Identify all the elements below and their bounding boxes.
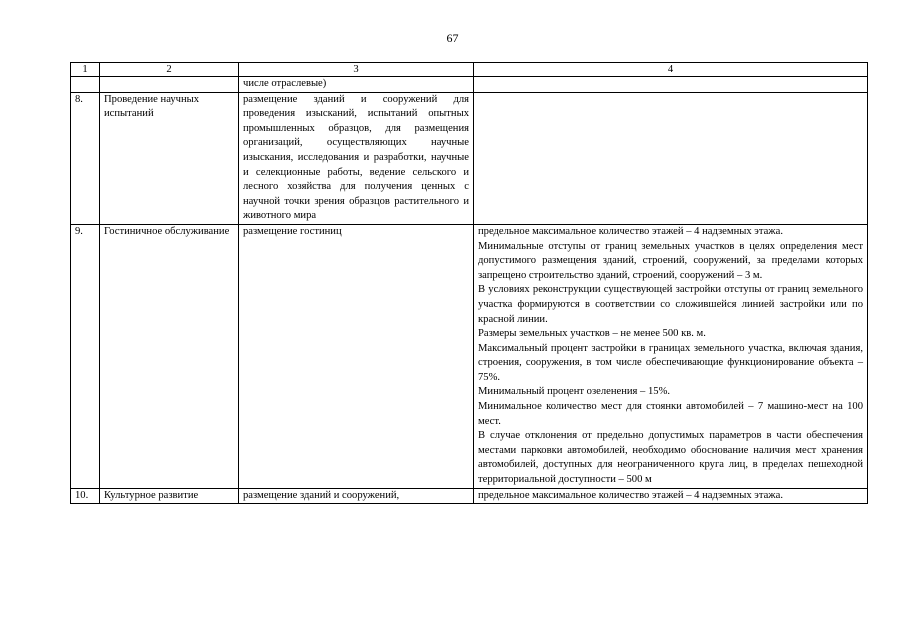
header-cell-3: 3 — [239, 63, 474, 77]
parameters-cell — [474, 77, 868, 93]
row-number — [71, 77, 100, 93]
parameter-paragraph: предельное максимальное количество этажей – 4 надземных этажа. — [478, 225, 783, 237]
parameter-paragraph: Размеры земельных участков – не менее 500 кв. м. — [478, 328, 706, 340]
header-cell-1: 1 — [71, 63, 100, 77]
use-name: Гостиничное обслуживание — [100, 224, 239, 488]
header-cell-2: 2 — [100, 63, 239, 77]
zoning-table — [70, 62, 868, 504]
parameter-paragraph: Максимальный процент застройки в границах земельного участка, включая здания, строения, сооружения, в том числе обеспечивающие функционирование объекта – 75%. — [478, 342, 863, 383]
parameter-paragraph: Минимальный процент озеленения – 15%. — [478, 386, 671, 398]
table-row — [71, 92, 868, 224]
table-row — [71, 77, 868, 93]
parameters-cell — [474, 488, 868, 504]
header-cell-4: 4 — [474, 63, 868, 77]
use-description: числе отраслевые) — [239, 77, 474, 93]
parameters-cell — [474, 224, 868, 488]
parameter-paragraph: предельное максимальное количество этажей – 4 надземных этажа. — [478, 489, 783, 501]
row-number: 10. — [71, 488, 100, 504]
parameter-paragraph: Минимальное количество мест для стоянки автомобилей – 7 машино-мест на 100 мест. — [478, 401, 863, 427]
use-description: размещение зданий и сооружений, — [239, 488, 474, 504]
header-row — [71, 63, 868, 77]
parameter-paragraph: В случае отклонения от предельно допустимых параметров в части обеспечения местами парковки автомобилей, необходимо обоснование наличия мест хранения автомобилей, доступных для неограниченного круга лиц, в пределах пешеходной территориальной доступности – 500 м — [478, 430, 863, 486]
page-number: 67 — [446, 31, 459, 45]
use-name: Культурное развитие — [100, 488, 239, 504]
use-name — [100, 77, 239, 93]
table-row — [71, 224, 868, 488]
use-name: Проведение научных испытаний — [100, 92, 239, 224]
parameter-paragraph: В условиях реконструкции существующей застройки отступы от границ земельного участка формируются в соответствии со сложившейся линией застройки или по красной линии. — [478, 284, 863, 325]
parameters-cell — [474, 92, 868, 224]
use-description: размещение гостиниц — [239, 224, 474, 488]
parameter-paragraph: Минимальные отступы от границ земельных участков в целях определения мест допустимого размещения зданий, строений, сооружений, за пределами которых запрещено строительство зданий, строений, сооружений – 3 м. — [478, 240, 863, 281]
row-number: 9. — [71, 224, 100, 488]
use-description: размещение зданий и сооружений для проведения изысканий, испытаний опытных промышленных образцов, для размещения организаций, осуществляющих научные изыскания, исследования и разработки, научные и селекционные работы, ведение сельского и лесного хозяйства для получения ценных с научной точки зрения образцов растительного и животного мира — [239, 92, 474, 224]
table-row — [71, 488, 868, 504]
row-number: 8. — [71, 92, 100, 224]
